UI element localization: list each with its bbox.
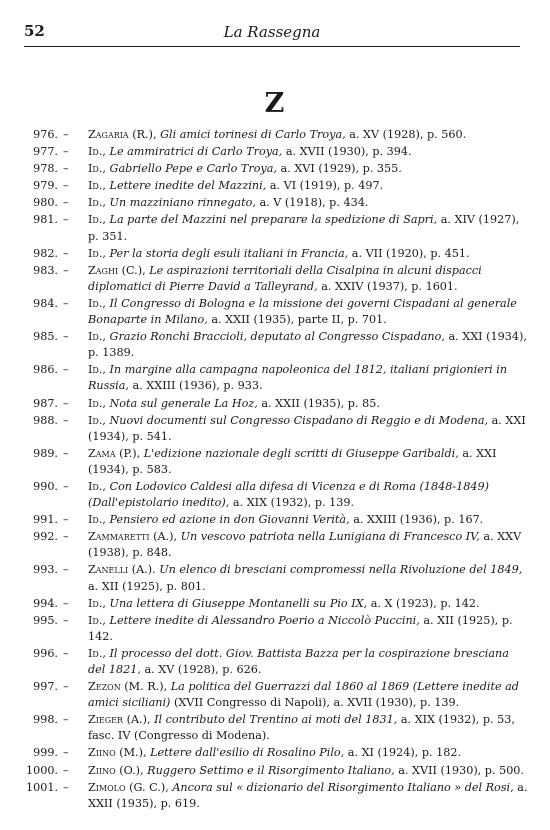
entry-number: 993. bbox=[33, 563, 58, 577]
bibliography-entry bbox=[26, 296, 528, 328]
entry-author: Id., bbox=[88, 179, 106, 193]
entry-text bbox=[88, 329, 528, 361]
bibliography-entry bbox=[26, 212, 528, 244]
entry-dash: – bbox=[63, 780, 69, 794]
bibliography-entry bbox=[26, 161, 528, 177]
entry-citation: a. XIX (1932), p. 139. bbox=[232, 496, 355, 510]
entry-title: Un vescovo patriota nella Lunigiana di Francesco IV, bbox=[180, 530, 480, 544]
entry-citation: a. XXI (1934), p. 541. bbox=[88, 413, 526, 443]
entry-dash: – bbox=[63, 145, 69, 159]
entry-author: Id., bbox=[88, 296, 106, 310]
entry-author: Id., bbox=[88, 479, 106, 493]
entry-citation: a. XII (1925), p. 142. bbox=[88, 613, 513, 643]
entry-title: Gabriello Pepe e Carlo Troya, bbox=[109, 162, 277, 176]
entry-citation: a. XXII (1935), p. 85. bbox=[261, 396, 380, 410]
entry-citation: a. XXIII (1936), p. 167. bbox=[353, 513, 484, 527]
entry-author: Zagaria (R.), bbox=[88, 128, 157, 141]
entry-number: 996. bbox=[33, 646, 58, 660]
entry-dash: – bbox=[63, 162, 69, 176]
entry-number: 985. bbox=[33, 330, 58, 344]
entry-text bbox=[88, 596, 528, 612]
bibliography-entry bbox=[26, 712, 528, 744]
bibliography-entry bbox=[26, 127, 528, 143]
entry-title: Lettere inedite del Mazzini, bbox=[109, 179, 267, 193]
entry-dash: – bbox=[63, 446, 69, 460]
entry-dash: – bbox=[63, 246, 69, 260]
entry-dash: – bbox=[63, 330, 69, 344]
header-rule bbox=[24, 46, 520, 47]
entry-author: Zieger (A.), bbox=[88, 713, 151, 727]
entry-number: 994. bbox=[33, 596, 58, 610]
bibliography-entry bbox=[26, 679, 528, 711]
entry-text bbox=[88, 613, 528, 645]
entry-author: Id., bbox=[88, 413, 106, 427]
entry-citation: a. XV (1928), p. 626. bbox=[144, 663, 262, 676]
entry-text bbox=[88, 562, 528, 594]
entry-citation: a. XIV (1927), p. 351. bbox=[88, 213, 520, 243]
entry-citation: a. V (1918), p. 434. bbox=[259, 196, 369, 210]
bibliography-entry bbox=[26, 178, 528, 194]
entry-number: 989. bbox=[33, 446, 58, 460]
bibliography-entry bbox=[26, 596, 528, 612]
entry-title: Per la storia degli esuli italiani in Francia, bbox=[109, 246, 349, 260]
entry-text bbox=[88, 780, 528, 812]
bibliography-entry bbox=[26, 512, 528, 528]
page-number: 52 bbox=[24, 22, 45, 40]
entry-citation: a. VII (1920), p. 451. bbox=[351, 246, 470, 260]
entry-author: Ziino (O.), bbox=[88, 763, 144, 777]
entry-text bbox=[88, 512, 528, 528]
entry-citation: a. XXI (1934), p. 1389. bbox=[88, 330, 527, 360]
entry-title: Grazio Ronchi Braccioli, deputato al Congresso Cispadano, bbox=[109, 330, 445, 344]
entry-citation: a. XXII (1935), parte II, p. 701. bbox=[211, 313, 387, 327]
entry-text bbox=[88, 362, 528, 394]
bibliography-entry bbox=[26, 144, 528, 160]
entry-number: 982. bbox=[33, 246, 58, 260]
bibliography-entry bbox=[26, 362, 528, 394]
entry-title: Il contributo del Trentino ai moti del 1831, bbox=[154, 713, 398, 727]
entry-author: Id., bbox=[88, 162, 106, 176]
entry-dash: – bbox=[63, 413, 69, 427]
entry-number: 976. bbox=[33, 128, 58, 141]
entry-title: Il Congresso di Bologna e la missione dei governi Cispadani al generale Bonaparte in Milano, bbox=[88, 296, 517, 327]
entry-citation: a. XVII (1930), p. 500. bbox=[398, 763, 524, 777]
entry-author: Id., bbox=[88, 596, 106, 610]
entry-dash: – bbox=[63, 179, 69, 193]
entry-citation: a. XXIII (1936), p. 933. bbox=[132, 379, 263, 393]
entry-citation: a. XXV (1938), p. 848. bbox=[88, 530, 522, 560]
entry-text bbox=[88, 745, 528, 761]
entry-text bbox=[88, 144, 528, 160]
entry-dash: – bbox=[63, 530, 69, 544]
entry-title: Un mazziniano rinnegato, bbox=[109, 196, 256, 210]
entry-title: Un elenco di bresciani compromessi nella Rivoluzione del 1849, bbox=[159, 563, 523, 577]
entry-author: Id., bbox=[88, 646, 106, 660]
entry-title: Nuovi documenti sul Congresso Cispadano di Reggio e di Modena, bbox=[109, 413, 489, 427]
entry-number: 995. bbox=[33, 613, 58, 627]
entry-title: Una lettera di Giuseppe Montanelli su Pio IX, bbox=[109, 596, 368, 610]
entry-citation: a. XXIV (1937), p. 1601. bbox=[321, 279, 458, 293]
entry-text bbox=[88, 763, 528, 779]
entry-number: 984. bbox=[33, 296, 58, 310]
entry-number: 980. bbox=[33, 196, 58, 210]
entry-title: In margine alla campagna napoleonica del 1812, italiani prigionieri in Russia, bbox=[88, 363, 508, 393]
entry-citation: a. XII (1925), p. 801. bbox=[88, 579, 206, 593]
entry-number: 992. bbox=[33, 530, 58, 544]
entry-dash: – bbox=[63, 713, 69, 727]
entry-title: L'edizione nazionale degli scritti di Giuseppe Garibaldi, bbox=[143, 446, 459, 460]
entry-number: 998. bbox=[33, 713, 58, 727]
entry-citation: a. XVII (1930), p. 394. bbox=[285, 145, 412, 159]
entry-title: Ruggero Settimo e il Risorgimento Italiano, bbox=[147, 763, 395, 777]
entry-text bbox=[88, 679, 528, 711]
entry-dash: – bbox=[63, 513, 69, 527]
entry-dash: – bbox=[63, 563, 69, 577]
entry-title: Le ammiratrici di Carlo Troya, bbox=[109, 145, 283, 159]
entry-author: Id., bbox=[88, 145, 106, 159]
bibliography-entry bbox=[26, 529, 528, 561]
entry-number: 987. bbox=[33, 396, 58, 410]
entry-citation: a. XIX (1932), p. 53, fasc. IV (Congresso di Modena). bbox=[88, 713, 515, 743]
entry-author: Id., bbox=[88, 613, 106, 627]
entry-citation: a. XV (1928), p. 560. bbox=[349, 128, 467, 141]
entry-author: Id., bbox=[88, 213, 106, 227]
entry-author: Zezon (M. R.), bbox=[88, 680, 168, 694]
entry-text bbox=[88, 413, 528, 445]
page-header bbox=[24, 22, 520, 46]
bibliography-entry bbox=[26, 446, 528, 478]
entry-text bbox=[88, 127, 528, 143]
entry-author: Zaghi (C.), bbox=[88, 263, 146, 277]
entry-citation: a. XXII (1935), p. 619. bbox=[88, 780, 528, 810]
entry-number: 981. bbox=[33, 213, 58, 227]
entry-title: Lettere inedite di Alessandro Poerio a Niccolò Puccini, bbox=[109, 613, 420, 627]
section-letter: Z bbox=[264, 88, 286, 119]
bibliography-entry bbox=[26, 263, 528, 295]
entry-number: 997. bbox=[33, 680, 58, 694]
entry-author: Zanelli (A.). bbox=[88, 563, 156, 577]
entry-dash: – bbox=[63, 296, 69, 310]
entry-author: Id., bbox=[88, 246, 106, 260]
entry-author: Id., bbox=[88, 363, 106, 377]
entry-title: Pensiero ed azione in don Giovanni Verità, bbox=[109, 513, 350, 527]
entry-author: Zammaretti (A.), bbox=[88, 530, 178, 544]
bibliography-entry bbox=[26, 745, 528, 761]
entry-text bbox=[88, 646, 528, 678]
entry-text bbox=[88, 246, 528, 262]
entry-number: 1001. bbox=[26, 780, 59, 794]
entry-number: 986. bbox=[33, 363, 58, 377]
entry-text bbox=[88, 161, 528, 177]
entry-dash: – bbox=[63, 646, 69, 660]
entry-dash: – bbox=[63, 680, 69, 694]
entry-dash: – bbox=[63, 263, 69, 277]
entry-text bbox=[88, 446, 528, 478]
entry-author: Zama (P.), bbox=[88, 446, 141, 460]
bibliography-entry bbox=[26, 613, 528, 645]
entry-text bbox=[88, 263, 528, 295]
entry-author: Id., bbox=[88, 196, 106, 210]
bibliography-entry bbox=[26, 246, 528, 262]
entry-author: Id., bbox=[88, 396, 106, 410]
entry-title: Gli amici torinesi di Carlo Troya, bbox=[160, 128, 346, 141]
entry-dash: – bbox=[63, 746, 69, 760]
entry-dash: – bbox=[63, 128, 69, 141]
entry-title: Nota sul generale La Hoz, bbox=[109, 396, 258, 410]
bibliography-entry bbox=[26, 780, 528, 812]
entry-dash: – bbox=[63, 213, 69, 227]
entry-title: Lettere dall'esilio di Rosalino Pilo, bbox=[150, 746, 345, 760]
entry-number: 977. bbox=[33, 145, 58, 159]
entry-title: Le aspirazioni territoriali della Cisalpina in alcuni dispacci diplomatici di Pierre David a Talleyrand, bbox=[88, 263, 482, 293]
entry-text bbox=[88, 396, 528, 412]
bibliography-entry bbox=[26, 329, 528, 361]
entry-citation: a. XXI (1934), p. 583. bbox=[88, 446, 497, 476]
entry-title: La politica del Guerrazzi dal 1860 al 1869 (Lettere inedite ad amici siciliani) bbox=[88, 680, 519, 710]
entry-number: 999. bbox=[33, 746, 58, 760]
bibliography-entry bbox=[26, 479, 528, 511]
entry-title: Il processo del dott. Giov. Battista Bazza per la cospirazione bresciana del 1821, bbox=[88, 646, 509, 676]
entry-number: 983. bbox=[33, 263, 58, 277]
bibliography-entry bbox=[26, 763, 528, 779]
bibliography-entry bbox=[26, 646, 528, 678]
entry-citation: (XVII Congresso di Napoli), a. XVII (1930), p. 139. bbox=[173, 696, 460, 710]
entry-citation: a. XVI (1929), p. 355. bbox=[280, 162, 402, 176]
entry-citation: a. VI (1919), p. 497. bbox=[269, 179, 384, 193]
entry-title: Ancora sul « dizionario del Risorgimento Italiano » del Rosi, bbox=[172, 780, 514, 794]
bibliography-entry bbox=[26, 413, 528, 445]
entry-text bbox=[88, 178, 528, 194]
entry-author: Ziino (M.), bbox=[88, 746, 147, 760]
entry-author: Zimolo (G. C.), bbox=[88, 780, 169, 794]
entry-dash: – bbox=[63, 763, 69, 777]
entry-dash: – bbox=[63, 479, 69, 493]
entry-dash: – bbox=[63, 596, 69, 610]
entry-author: Id., bbox=[88, 513, 106, 527]
entry-title: La parte del Mazzini nel preparare la spedizione di Sapri, bbox=[109, 213, 438, 227]
bibliography-entry bbox=[26, 562, 528, 594]
entry-dash: – bbox=[63, 196, 69, 210]
entry-dash: – bbox=[63, 396, 69, 410]
entry-number: 988. bbox=[33, 413, 58, 427]
bibliography-list bbox=[26, 127, 528, 813]
entry-text bbox=[88, 212, 528, 244]
entry-number: 1000. bbox=[26, 763, 59, 777]
entry-title: Con Lodovico Caldesi alla difesa di Vicenza e di Roma (1848-1849) (Dall'epistolario inedito), bbox=[88, 479, 489, 510]
entry-text bbox=[88, 296, 528, 328]
entry-dash: – bbox=[63, 613, 69, 627]
entry-number: 990. bbox=[33, 479, 58, 493]
bibliography-entry bbox=[26, 396, 528, 412]
entry-number: 991. bbox=[33, 513, 58, 527]
running-title: La Rassegna bbox=[223, 23, 321, 41]
entry-citation: a. XI (1924), p. 182. bbox=[347, 746, 462, 760]
entry-number: 978. bbox=[33, 162, 58, 176]
entry-text bbox=[88, 712, 528, 744]
entry-text bbox=[88, 195, 528, 211]
entry-citation: a. X (1923), p. 142. bbox=[370, 596, 480, 610]
bibliography-entry bbox=[26, 195, 528, 211]
entry-text bbox=[88, 529, 528, 561]
entry-author: Id., bbox=[88, 330, 106, 344]
entry-number: 979. bbox=[33, 179, 58, 193]
entry-dash: – bbox=[63, 363, 69, 377]
entry-text bbox=[88, 479, 528, 511]
